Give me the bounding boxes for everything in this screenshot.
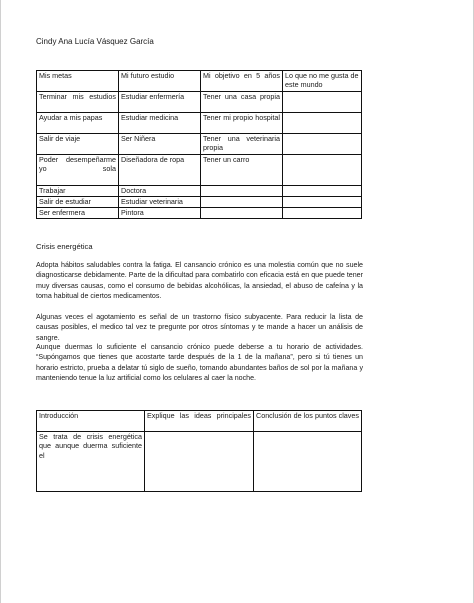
- table-cell: [254, 432, 362, 492]
- table-cell: Estudiar enfermería: [119, 92, 201, 113]
- table-cell: Terminar mis estudios: [37, 92, 119, 113]
- table-cell: Poder desempeñarme yo sola: [37, 155, 119, 186]
- paragraph: Aunque duermas lo suficiente el cansancio crónico puede deberse a tu horario de actividades. “Supóngamos que tienes que acostarte tarde después de la 1 de la mañana”, pero si tú tienes un horario estricto, prueba a delatar tú siglo de sueño, tomando abundantes baños de sol por la mañana y manteniendo tenue la luz artificial como los celulares al caer la noche.: [36, 343, 363, 383]
- table-cell: [145, 432, 254, 492]
- table-cell: Salir de estudiar: [37, 197, 119, 208]
- table-cell: Ser Niñera: [119, 134, 201, 155]
- table-cell: Se trata de crisis energética que aunque duerma suficiente el: [37, 432, 145, 492]
- header-cell: Mi objetivo en 5 años: [201, 71, 283, 92]
- header-cell: Mi futuro estudio: [119, 71, 201, 92]
- table-row: [37, 134, 362, 155]
- goals-table: [36, 70, 362, 219]
- summary-table-header-row: [37, 411, 362, 432]
- header-cell: Mis metas: [37, 71, 119, 92]
- table-cell: Diseñadora de ropa: [119, 155, 201, 186]
- table-cell: Pintora: [119, 208, 201, 219]
- table-cell: [283, 155, 362, 186]
- table-cell: Estudiar veterinaria: [119, 197, 201, 208]
- table-cell: [283, 113, 362, 134]
- goals-table-header-row: [37, 71, 362, 92]
- summary-table: [36, 410, 362, 492]
- table-cell: Tener una casa propia: [201, 92, 283, 113]
- author-name: Cindy Ana Lucía Vásquez García: [36, 37, 154, 46]
- table-cell: [201, 186, 283, 197]
- table-cell: Trabajar: [37, 186, 119, 197]
- table-cell: Tener mi propio hospital: [201, 113, 283, 134]
- table-row: [37, 155, 362, 186]
- header-cell: Introducción: [37, 411, 145, 432]
- table-row: [37, 432, 362, 492]
- table-row: [37, 92, 362, 113]
- table-cell: Ser enfermera: [37, 208, 119, 219]
- table-row: [37, 186, 362, 197]
- table-cell: Estudiar medicina: [119, 113, 201, 134]
- header-cell: Lo que no me gusta de este mundo: [283, 71, 362, 92]
- table-cell: [283, 208, 362, 219]
- table-cell: [283, 186, 362, 197]
- header-cell: Conclusión de los puntos claves: [254, 411, 362, 432]
- page-edge-left: [0, 0, 1, 603]
- table-row: [37, 208, 362, 219]
- table-cell: Tener un carro: [201, 155, 283, 186]
- header-cell: Explique las ideas principales: [145, 411, 254, 432]
- table-cell: Tener una veterinaria propia: [201, 134, 283, 155]
- paragraph: Algunas veces el agotamiento es señal de un trastorno físico subyacente. Para reducir la lista de causas posibles, el medico tal vez te pregunte por otros síntomas y te mande a hacer un análisis de sangre.: [36, 313, 363, 342]
- table-row: [37, 197, 362, 208]
- table-cell: Ayudar a mis papas: [37, 113, 119, 134]
- table-cell: [201, 197, 283, 208]
- table-cell: [283, 197, 362, 208]
- table-cell: [283, 134, 362, 155]
- section-title: Crisis energética: [36, 242, 93, 251]
- paragraph: Adopta hábitos saludables contra la fatiga. El cansancio crónico es una molestia común que no suele diagnosticarse debidamente. Parte de la dificultad para combatirlo con eficacia está en que puede tener muy diversas causas, como el consumo de bebidas alcohólicas, la ansiedad, el abuso de cafeína y la toma habitual de ciertos medicamentos.: [36, 261, 363, 301]
- table-cell: [283, 92, 362, 113]
- table-cell: Doctora: [119, 186, 201, 197]
- table-row: [37, 113, 362, 134]
- table-cell: Salir de viaje: [37, 134, 119, 155]
- table-cell: [201, 208, 283, 219]
